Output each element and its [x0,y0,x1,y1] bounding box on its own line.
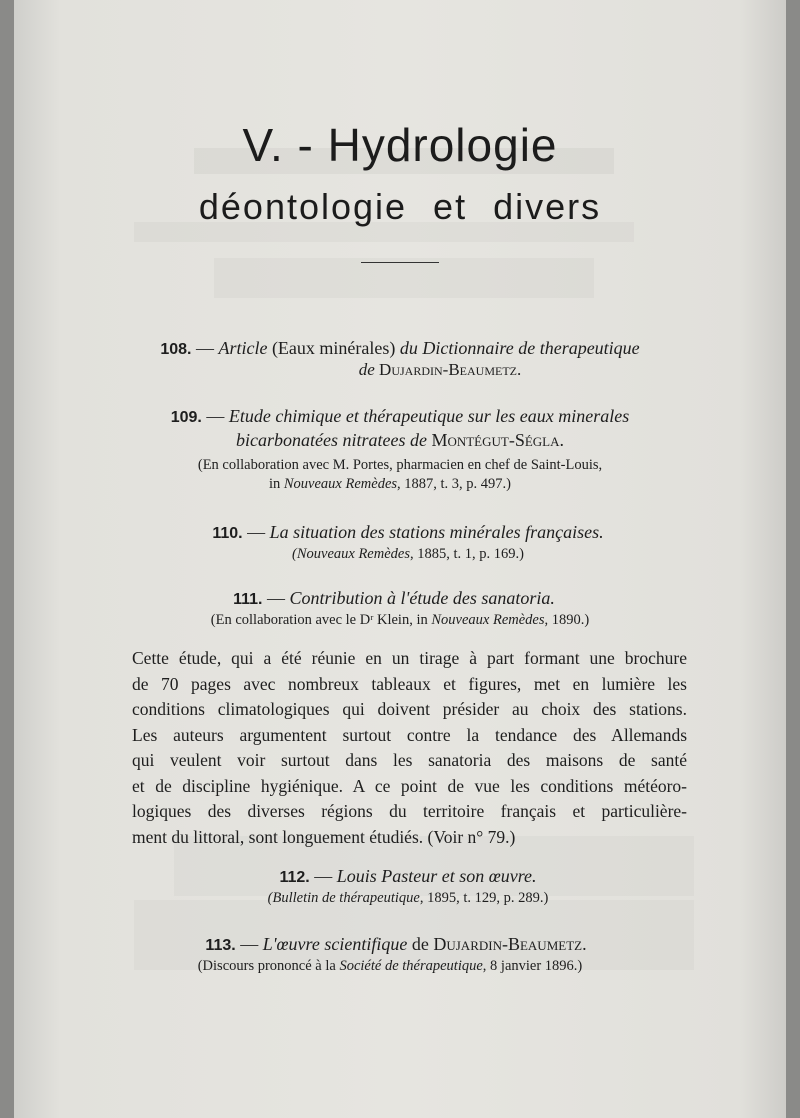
entry-109-note-2 [4,476,776,493]
entry-111-collab: (En collaboration avec le Dʳ Klein, in [210,612,432,628]
entry-110-note [22,546,794,563]
entry-112-title: Louis Pasteur et son œuvre. [336,866,537,886]
entry-108-subject: (Eaux minérales) [267,338,400,358]
paragraph-line: qui veulent voir surtout dans les sanatoria des maisons de santé [132,750,687,770]
entry-113-note [4,958,776,975]
entry-111-title: Contribution à l'étude des sanatoria. [289,588,555,608]
entry-108-article: Article [218,338,268,358]
paragraph-line: Les auteurs argumentent surtout contre la tendance des Allemands [132,724,687,745]
entry-108-line-2 [54,360,800,380]
paragraph-line: de 70 pages avec nombreux tableaux et figures, met en lumière les [132,673,687,694]
entry-109-author: Montégut-Ségla [431,430,560,450]
entry-112-note [22,890,794,907]
entry-112-line-1 [22,866,794,887]
entry-109-ref: , 1887, t. 3, p. 497.) [397,476,512,492]
entry-109-line-1 [14,406,786,427]
entry-number: 109. [170,409,202,426]
entry-111-ref: , 1890.) [544,612,590,628]
entry-108-source: du Dictionnaire de therapeutique [399,338,640,358]
entry-number: 113. [205,937,236,954]
document-page [14,0,786,1118]
section-title: V. - Hydrologie [242,119,558,171]
entry-108-author: Dujardin-Beaumetz [379,360,517,379]
paragraph-line: ment du littoral, sont longuement étudiés. (Voir n° 79.) [132,826,516,847]
entry-112-ref: , 1895, t. 129, p. 289.) [419,890,549,906]
entry-110-ref: , 1885, t. 1, p. 169.) [409,546,524,562]
entry-113-date: , 8 janvier 1896.) [482,958,583,974]
entry-113-speech: (Discours prononcé à la [197,958,340,974]
entry-113-author: Dujardin-Beaumetz [433,934,583,954]
entry-110-line-1 [22,522,794,543]
paragraph-line: conditions climatologiques qui doivent présider au choix des stations. [132,699,687,719]
entry-dash: — [206,406,225,426]
entry-number: 111. [233,591,263,608]
entry-dash: — [240,934,259,954]
entry-109-period: . [559,430,564,450]
entry-109-journal: Nouveaux Remèdes [283,476,398,492]
entry-108-de: de [358,360,380,379]
paragraph-line: logiques des diverses régions du territoire français et particulière- [132,801,687,821]
entry-number: 110. [212,525,243,542]
entry-109-title-2: bicarbonatées nitratees de [235,430,427,450]
entry-dash: — [195,338,214,358]
entry-number: 112. [279,869,310,886]
entry-109-note-1: (En collaboration avec M. Portes, pharmacien en chef de Saint-Louis, [197,457,603,473]
entry-113-title: L'œuvre scientifique [262,934,408,954]
paragraph-line: et de discipline hygiénique. A ce point de vue les conditions météoro- [132,775,687,796]
entry-109-in: in [268,476,284,492]
entry-110-title: La situation des stations minérales françaises. [269,522,604,542]
entry-113-period: . [582,934,587,954]
entry-111-line-1 [8,588,780,609]
entry-dash: — [314,866,333,886]
entry-113-de: de [407,934,434,954]
entry-dash: — [267,588,285,608]
entry-109-line-2 [14,430,786,451]
entry-108-line-1 [14,338,786,359]
section-subtitle: déontologie et divers [198,186,602,227]
entry-111-note [14,612,786,629]
entry-111-description [132,646,687,850]
entry-110-journal: (Nouveaux Remèdes [292,546,410,562]
entry-dash: — [247,522,266,542]
entry-112-journal: (Bulletin de thérapeutique [267,890,420,906]
entry-109-title-1: Etude chimique et thérapeutique sur les eaux minerales [228,406,630,426]
entry-111-journal: Nouveaux Remèdes [431,612,545,628]
title-divider [361,262,439,263]
entry-number: 108. [160,341,192,358]
entry-113-society: Société de thérapeutique [339,958,483,974]
entry-108-period: . [516,360,522,379]
paragraph-line: Cette étude, qui a été réunie en un tirage à part formant une brochure [132,648,687,668]
show-through-block-3 [214,258,594,298]
entry-113-line-1 [10,934,782,955]
